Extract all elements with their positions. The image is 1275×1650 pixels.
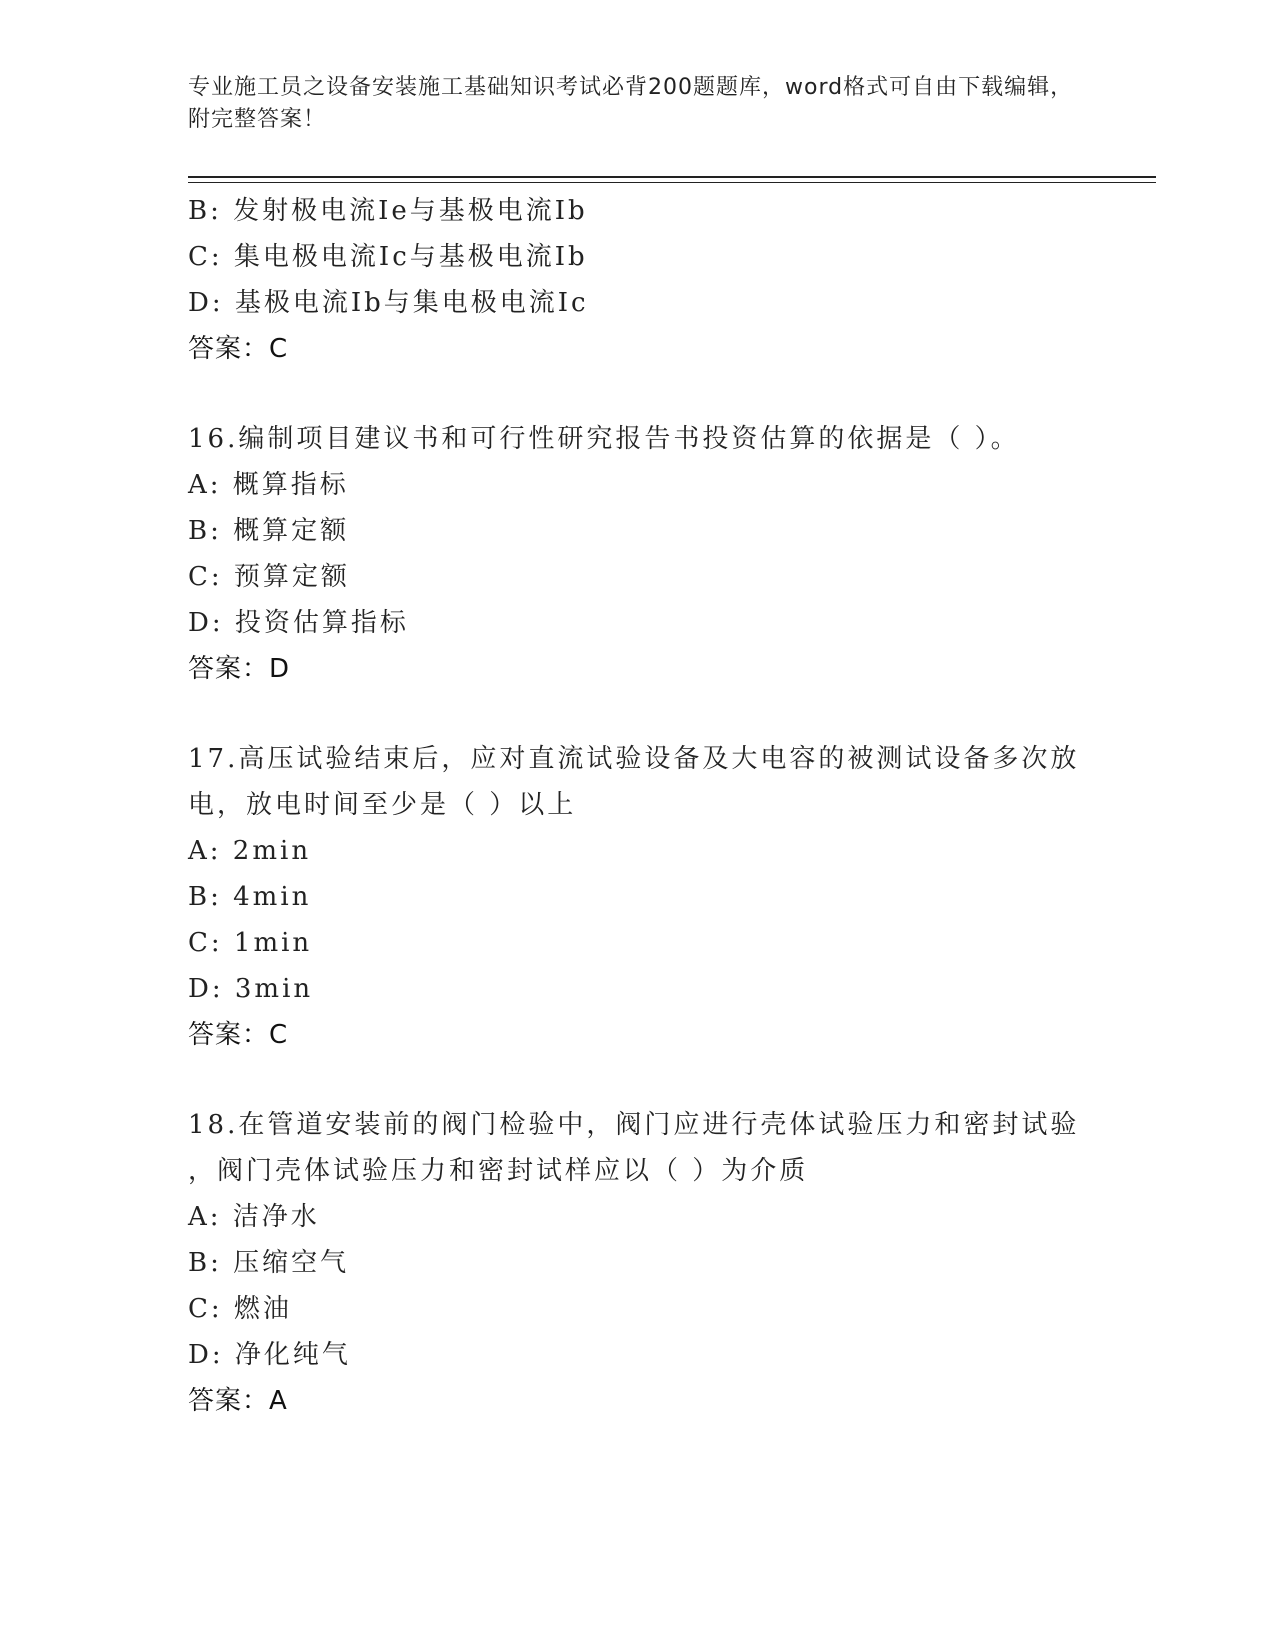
option-b: B: 压缩空气 <box>188 1248 350 1278</box>
header-rule-thick <box>188 176 1156 178</box>
question-list <box>188 188 1088 1424</box>
option-a: A: 概算指标 <box>188 470 349 500</box>
option-d: D: 基极电流Ib与集电极电流Ic <box>188 288 589 318</box>
question-text-line1: 17.高压试验结束后，应对直流试验设备及大电容的被测试设备多次放 <box>188 744 1080 774</box>
question-text-line2: ，阀门壳体试验压力和密封试样应以（ ）为介质 <box>188 1156 809 1186</box>
option-c: C: 预算定额 <box>188 562 350 592</box>
option-b: B: 4min <box>188 882 312 912</box>
question-text: 16.编制项目建议书和可行性研究报告书投资估算的依据是（ ）。 <box>188 424 1020 454</box>
answer-label: 答案：A <box>188 1386 288 1416</box>
question-text-line1: 18.在管道安装前的阀门检验中，阀门应进行壳体试验压力和密封试验 <box>188 1110 1080 1140</box>
answer-label: 答案：C <box>188 1020 289 1050</box>
option-b: B: 发射极电流Ie与基极电流Ib <box>188 196 588 226</box>
header-rule-thin <box>188 182 1156 183</box>
option-d: D: 净化纯气 <box>188 1340 351 1370</box>
option-a: A: 2min <box>188 836 312 866</box>
option-c: C: 燃油 <box>188 1294 292 1324</box>
option-d: D: 投资估算指标 <box>188 608 409 638</box>
option-d: D: 3min <box>188 974 314 1004</box>
answer-label: 答案：D <box>188 654 291 684</box>
question-text-line2: 电，放电时间至少是（ ）以上 <box>188 790 577 820</box>
answer-label: 答案：C <box>188 334 289 364</box>
option-a: A: 洁净水 <box>188 1202 320 1232</box>
option-b: B: 概算定额 <box>188 516 350 546</box>
option-c: C: 1min <box>188 928 313 958</box>
document-header: 专业施工员之设备安装施工基础知识考试必背200题题库，word格式可自由下载编辑，附完整答案！ <box>188 75 1074 132</box>
option-c: C: 集电极电流Ic与基极电流Ib <box>188 242 588 272</box>
